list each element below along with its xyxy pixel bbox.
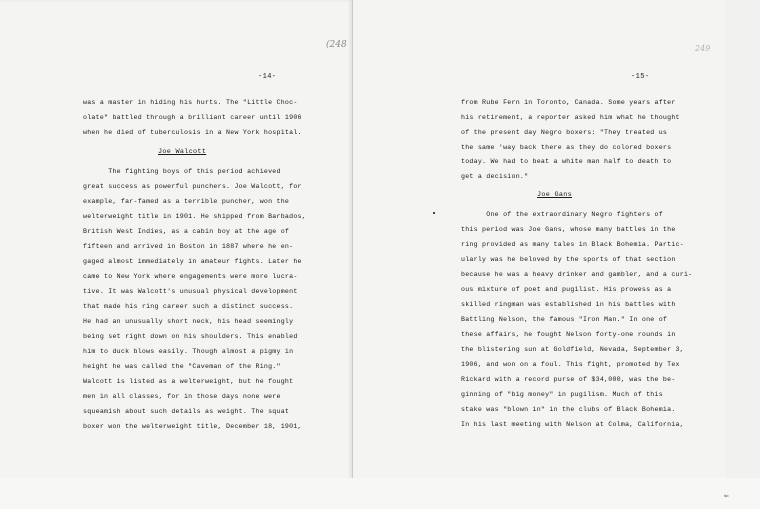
section-heading: Joe Walcott: [158, 148, 207, 156]
text-line: squeamish about such details as weight. The squat: [83, 408, 290, 415]
text-line: his retirement, a reporter asked him what he thought: [461, 114, 680, 121]
text-line: The fighting boys of this period achieved: [83, 168, 281, 175]
text-line: men in all classes, for in those days none were: [83, 393, 281, 400]
text-line: olate" battled through a brilliant career until 1906: [83, 114, 302, 121]
section-heading: Joe Gans: [537, 191, 573, 199]
pencil-annotation: (248: [326, 40, 347, 50]
right-margin-strip: [695, 0, 760, 478]
text-line: because he was a heavy drinker and gambler, and a curi-: [461, 271, 693, 278]
text-line: height he was called the "Caveman of the Ring.": [83, 363, 281, 370]
text-line: this period was Joe Gans, whose many battles in the: [461, 226, 676, 233]
text-line: boxer won the welterweight title, December 18, 1901,: [83, 423, 302, 430]
text-line: Walcott is listed as a welterweight, but he fought: [83, 378, 294, 385]
text-line: these affairs, he fought Nelson forty-one rounds in: [461, 331, 676, 338]
text-line: gaged almost immediately in amateur fights. Later he: [83, 258, 302, 265]
text-line: tive. It was Walcott's unusual physical development: [83, 288, 298, 295]
right-page: [353, 0, 725, 509]
pencil-annotation: 249: [695, 44, 711, 53]
text-line: fifteen and arrived in Boston in 1887 where he en-: [83, 243, 294, 250]
text-line: being set right down on his shoulders. This enabled: [83, 333, 298, 340]
text-line: from Rube Fern in Toronto, Canada. Some years after: [461, 99, 676, 106]
text-line: get a decision.": [461, 173, 529, 180]
scanner-bed: [0, 478, 760, 509]
text-line: He had an unusually short neck, his head seemingly: [83, 318, 294, 325]
page-number: -15-: [631, 73, 650, 81]
page-number: -14-: [258, 73, 277, 81]
text-line: ring provided as many tales in Black Bohemia. Partic-: [461, 241, 684, 248]
text-line: when he died of tuberculosis in a New York hospital.: [83, 129, 302, 136]
scan-speck: [433, 212, 435, 214]
left-page: [0, 0, 352, 509]
text-line: Rickard with a record purse of $34,000, was the be-: [461, 376, 676, 383]
text-line: the blistering sun at Goldfield, Nevada, September 3,: [461, 346, 684, 353]
text-line: 1906, and won on a foul. This fight, promoted by Tex: [461, 361, 680, 368]
text-line: was a master in hiding his hurts. The "Little Choc-: [83, 99, 298, 106]
text-line: Battling Nelson, the famous "Iron Man." In one of: [461, 316, 668, 323]
text-line: ginning of "big money" in pugilism. Much of this: [461, 391, 663, 398]
text-line: him to duck blows easily. Though almost a pigmy in: [83, 348, 294, 355]
text-line: skilled ringman was established in his battles with: [461, 301, 676, 308]
text-line: stake was "blown in" in the clubs of Black Bohemia.: [461, 406, 676, 413]
text-line: One of the extraordinary Negro fighters of: [461, 211, 663, 218]
text-line: that made his ring career such a distinct success.: [83, 303, 294, 310]
text-line: ous mixture of poet and pugilist. His prowess as a: [461, 286, 672, 293]
text-line: great success as powerful punchers. Joe Walcott, for: [83, 183, 302, 190]
text-line: of the present day Negro boxers: "They treated us: [461, 129, 668, 136]
text-line: British West Indies, as a cabin boy at the age of: [83, 228, 290, 235]
scan-marker-icon: ⇐: [724, 492, 729, 501]
text-line: came to New York where engagements were more lucra-: [83, 273, 298, 280]
text-line: example, far-famed as a terrible puncher, won the: [83, 198, 290, 205]
text-line: ularly was he beloved by the sports of that section: [461, 256, 676, 263]
text-line: the same 'way back there as they do colored boxers: [461, 144, 672, 151]
text-line: In his last meeting with Nelson at Colma, California,: [461, 421, 684, 428]
text-line: welterweight title in 1901. He shipped from Barbados,: [83, 213, 306, 220]
text-line: today. We had to beat a white man half to death to: [461, 158, 672, 165]
